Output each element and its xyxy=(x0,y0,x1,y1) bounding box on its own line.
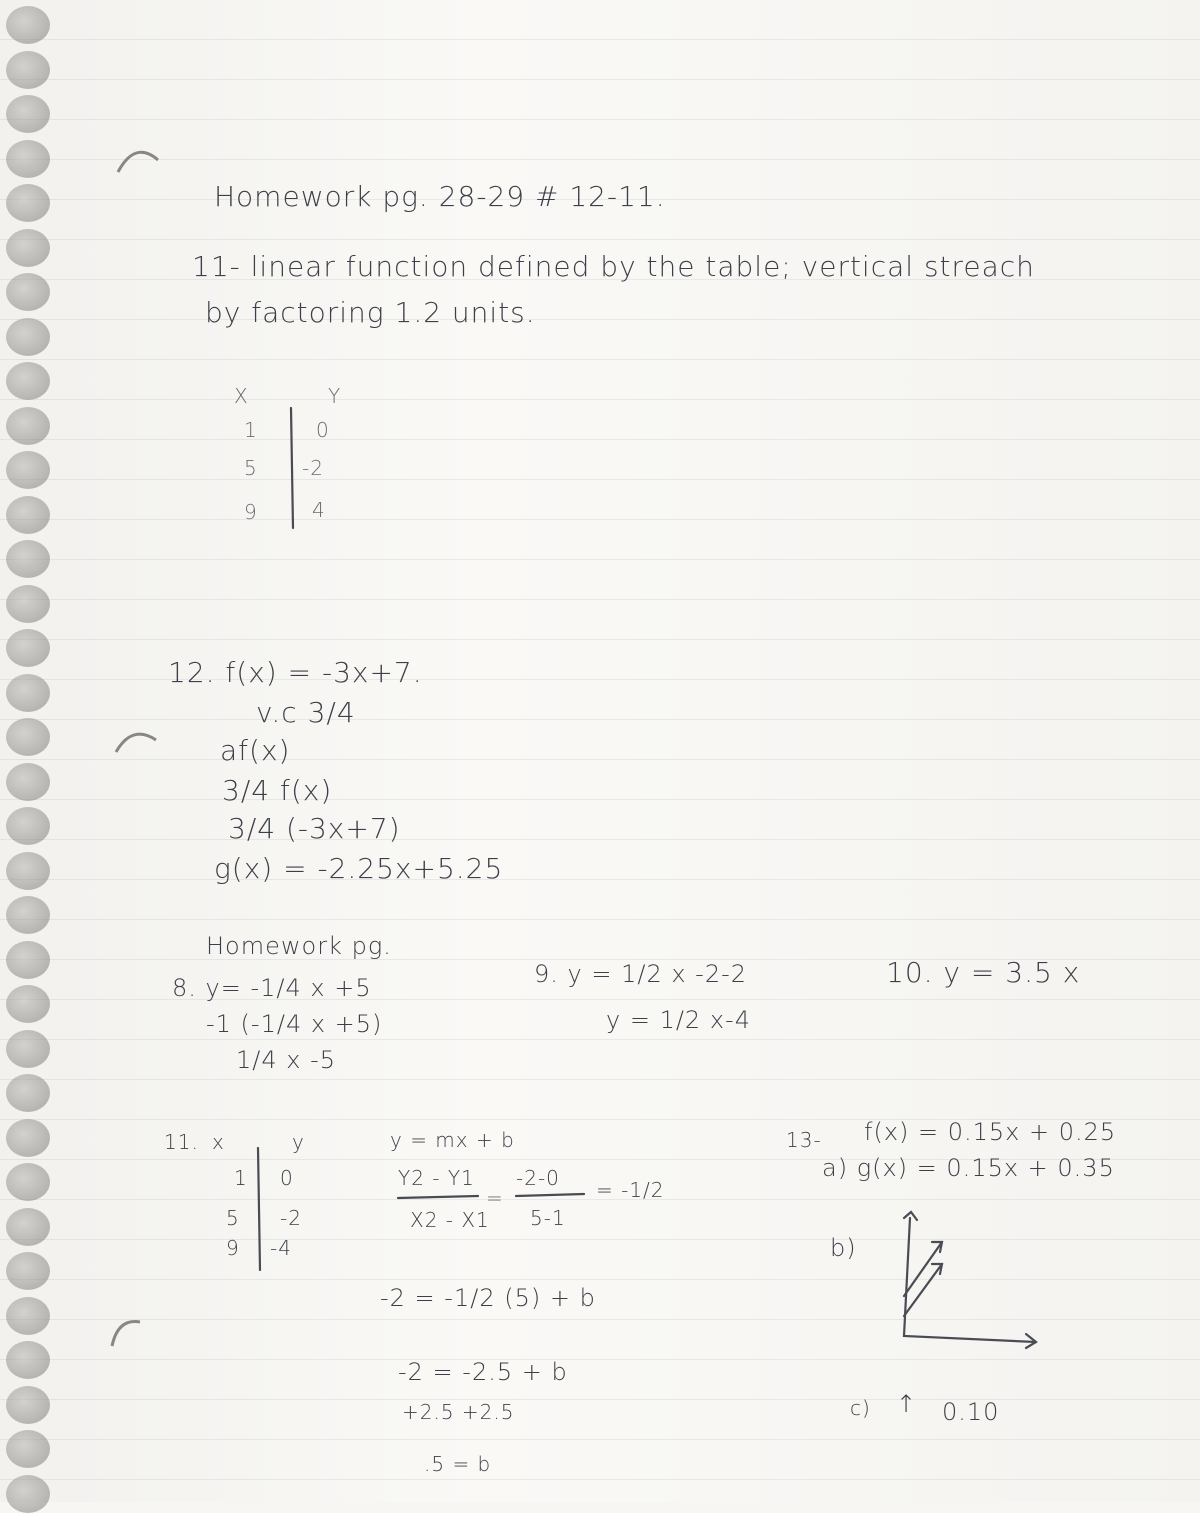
problem-13-label: 13- xyxy=(786,1128,822,1152)
table-cell: 1 xyxy=(244,418,258,442)
graph-line-f xyxy=(904,1242,942,1296)
problem-11b-label: 11. xyxy=(164,1130,199,1154)
slope-result: = -1/2 xyxy=(596,1178,665,1202)
punch-mark xyxy=(118,152,158,172)
fraction-bar xyxy=(398,1196,478,1198)
table-cell: 4 xyxy=(312,498,326,522)
slope-numerator-values: -2-0 xyxy=(516,1166,560,1190)
table-cell: 9 xyxy=(244,500,258,524)
table-header-x: x xyxy=(212,1130,225,1154)
slope-intercept-form: y = mx + b xyxy=(390,1128,515,1152)
slope-denominator-values: 5-1 xyxy=(530,1206,566,1230)
solve-b-line2: -2 = -2.5 + b xyxy=(398,1358,568,1386)
problem-9-line2: y = 1/2 x-4 xyxy=(606,1006,751,1034)
problem-13-part-b: b) xyxy=(830,1234,857,1262)
solve-b-line1: -2 = -1/2 (5) + b xyxy=(380,1284,596,1312)
table-cell: 5 xyxy=(244,456,258,480)
table-divider-line xyxy=(291,408,293,528)
problem-11-statement-line1: 11- linear function defined by the table; vertical streach xyxy=(192,250,1035,283)
problem-8-line3: 1/4 x -5 xyxy=(236,1046,337,1074)
table-cell: 9 xyxy=(226,1236,240,1260)
problem-12-line3: af(x) xyxy=(220,734,291,767)
table-divider-line xyxy=(258,1148,260,1270)
table-cell: 5 xyxy=(226,1206,240,1230)
table-cell: 0 xyxy=(316,418,330,442)
problem-10-line1: 10. y = 3.5 x xyxy=(886,956,1081,989)
problem-13-part-a: a) g(x) = 0.15x + 0.35 xyxy=(822,1154,1115,1182)
table-cell: 1 xyxy=(234,1166,248,1190)
problem-11-statement-line2: by factoring 1.2 units. xyxy=(205,296,536,329)
punch-mark xyxy=(112,1322,140,1347)
table-cell: -2 xyxy=(302,456,324,480)
homework-title-2: Homework pg. xyxy=(206,932,392,960)
problem-8-line2: -1 (-1/4 x +5) xyxy=(206,1010,383,1038)
problem-12-line5: 3/4 (-3x+7) xyxy=(228,812,401,845)
solve-b-line4: .5 = b xyxy=(424,1452,492,1476)
solve-b-line3: +2.5 +2.5 xyxy=(402,1400,515,1424)
graph-line-g xyxy=(904,1264,942,1316)
problem-12-line1: 12. f(x) = -3x+7. xyxy=(168,656,423,689)
slope-formula-denominator: X2 - X1 xyxy=(410,1208,490,1232)
homework-title: Homework pg. 28-29 # 12-11. xyxy=(214,180,666,213)
slope-equals: = xyxy=(486,1186,504,1210)
problem-12-line2: v.c 3/4 xyxy=(256,696,356,729)
table-header-x: X xyxy=(234,384,249,408)
problem-9-line1: 9. y = 1/2 x -2-2 xyxy=(534,960,748,988)
problem-13-part-c-value: 0.10 xyxy=(942,1398,1000,1426)
punch-mark xyxy=(116,734,156,752)
problem-12-line4: 3/4 f(x) xyxy=(222,774,333,807)
fraction-bar xyxy=(516,1194,584,1196)
table-header-y: y xyxy=(292,1130,305,1154)
problem-12-line6: g(x) = -2.25x+5.25 xyxy=(214,852,504,885)
problem-13-part-c-label: c) xyxy=(850,1396,871,1420)
table-header-y: Y xyxy=(328,384,342,408)
table-cell: 0 xyxy=(280,1166,294,1190)
table-cell: -2 xyxy=(280,1206,302,1230)
problem-8-line1: 8. y= -1/4 x +5 xyxy=(172,974,372,1002)
graph-axes xyxy=(904,1218,1036,1342)
up-arrow-icon: ↑ xyxy=(896,1390,918,1418)
slope-formula-numerator: Y2 - Y1 xyxy=(398,1166,475,1190)
table-cell: -4 xyxy=(270,1236,292,1260)
problem-13-line1: f(x) = 0.15x + 0.25 xyxy=(864,1118,1117,1146)
